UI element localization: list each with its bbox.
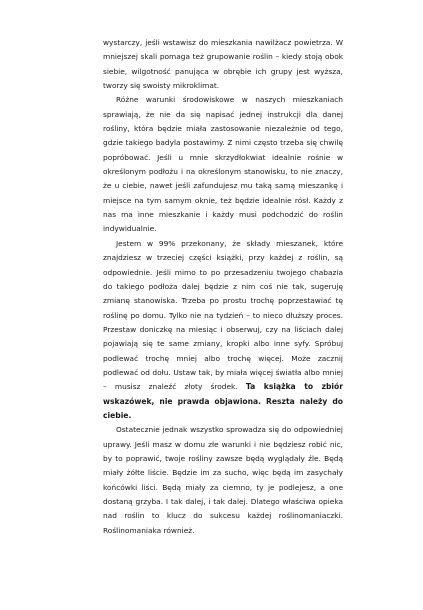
paragraph-4 [103, 423, 343, 538]
paragraph-1-text: wystarczy, jeśli wstawisz do mieszkania nawilżacz powietrza. W mniejszej skali pomaga też grupowanie roślin – kiedy stoją obok siebie, wilgotność panująca w obrębie ich grupy jest wyższa, tworzy się swoisty mikroklimat. [103, 38, 343, 91]
paragraph-1 [103, 36, 343, 93]
paragraph-2 [103, 93, 343, 236]
paragraph-3-bold-emphasis: Ta książka to zbiór wskazówek, nie prawda objawiona. Reszta należy do ciebie. [103, 382, 343, 420]
paragraph-3-text: Jestem w 99% przekonany, że składy mieszanek, które znajdziesz w trzeciej części książki, przy każdej z roślin, są odpowiednie. Jeśli mimo to po przesadzeniu twojego chabazia do takiego podłoża dalej będzie z nim coś nie tak, sugeruję zmianę stanowiska. Trzeba po prostu trochę poprzestawiać tę roślinę po domu. Tylko nie na tydzień – to nieco dłuższy proces. Przestaw doniczkę na miesiąc i obserwuj, czy na liściach dalej pojawiają się te same zmiany, kropki albo inne syfy. Spróbuj podlewać trochę mniej albo trochę więcej. Może zacznij podlewać od dołu. Ustaw tak, by miała więcej światła albo mniej – musisz znaleźć złoty środek. [103, 238, 343, 392]
paragraph-2-text: Różne warunki środowiskowe w naszych mieszkaniach sprawiają, że nie da się napisać jednej instrukcji dla danej rośliny, która będzie miała zastosowanie niezależnie od tego, gdzie takiego badyla postawimy. Z nimi często trzeba się chwilę popróbować. Jeśli u mnie skrzydłokwiat idealnie rośnie w określonym podłożu i na określonym stanowisku, to nie znaczy, że u ciebie, nawet jeśli zafundujesz mu taką samą mieszankę i miejsce na tym samym oknie, też będzie idealnie rósł. Każdy z nas ma inne mieszkanie i każdy musi podchodzić do roślin indywidualnie. [103, 95, 343, 234]
paragraph-4-text: Ostatecznie jednak wszystko sprowadza się do odpowiedniej uprawy. Jeśli masz w domu złe warunki i nie będziesz robić nic, by to poprawić, twoje rośliny zawsze będą wyglądały źle. Będą miały żółte liście. Będzie im za sucho, więc będą im zasychały końcówki liści. Będą miały za ciemno, ty je podlejesz, a one dostaną grzyba. I tak dalej, i tak dalej. Dlatego właściwa opieka nad roślin to klucz do sukcesu każdej roślinomaniaczki. Roślinomaniaka również. [103, 425, 343, 535]
paragraph-3 [103, 237, 343, 423]
page-body-text [103, 36, 343, 538]
